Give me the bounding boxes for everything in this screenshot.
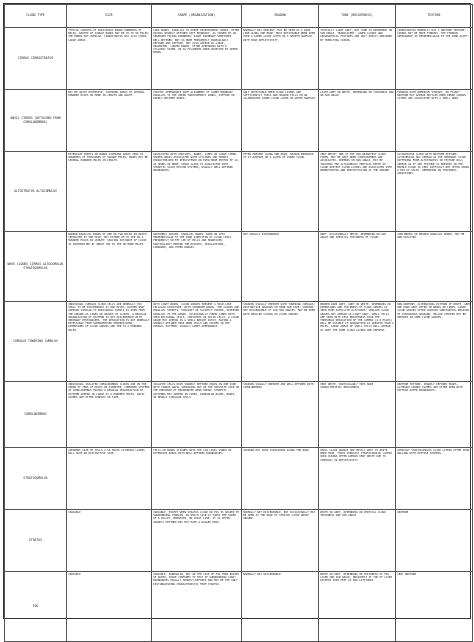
cell-size: EXTENSIVE SHEETS OR BANDS COVERING AREAS TENS TO HUNDREDS OF THOUSANDS OF SQUARE MILES; BANDS MAY BE SEVERAL HUNDRED MILES IN LENGTH. (67, 152, 152, 232)
table-row (5, 28, 473, 90)
table-row (5, 302, 473, 382)
cell-shape: ISOLATED CELLS HAVE SHARPLY DEFINED EDGES ON ONE SIDE WITH CIRRUS ANVIL SPREADING OUT ON THE OPPOSITE SIDE IN THE PRESENCE OF PRONOUNCED WIND SHEAR; SYNOPTIC PATTERNS MAY APPEAR IN LINES, IRREGULAR BLOBS, BANDS, OR NEARLY CIRCULAR CELLS. (152, 382, 242, 448)
cell-tone: SMALL CLOUD GROUPS ARE MOSTLY GREY TO WHITE WHEN HIGH. THICK OVERCAST STRATOCUMULUS LAYERS OVER OCEANS OFTEN APPEAR VERY WHITE DUE TO CONTRAST IN REFLECTIVITY. (319, 448, 396, 510)
cell-texture: ALTOSTRATUS CLOUD WITH UNIFORM TEXTURE. ALTOCUMULUS MAY APPEAR AS THE DOMINANT CLOUD DIFFERING FROM ALTOSTRATUS IN TEXTURE WILL APPEAR AS IF ANY TEXTURE IS PRESENT IN THE MIDDLE CLOUD IS VERY DIFFICULT BUT OFTEN SHOWS A MOT OF SOLID. DEPENDING ON THICKNESS VARIATIONS. (396, 152, 473, 232)
cell-shadow: ONLY DETECTABLE WHEN CLOUD LAYERS ARE SUFFICIENTLY THICK AND SHADOW FALLS ON AN ILLUMINATED LOWER CLOUD LAYER OR WATER SURFACE. (242, 90, 319, 152)
header-tone: TONE (BRIGHTNESS) (319, 5, 396, 28)
cell-cloud-type: ANVIL CIRRUS (DETACHED FROM CUMULONIMBUS) (5, 90, 67, 152)
cell-cloud-type: STRATUS (5, 510, 67, 572)
cell-shadow: SHADOWS USUALLY PRESENT WITH TOWERING CUMULUS; DISTINCTIVE SHADOWS ON DOWN SUN SIDE; SHADOWS NOT DISCERNIBLE AT LOW SUN ANGLES. MAY BE SEEN WITH SMALLER CLOUDS OR CLOUD GROUPS. (242, 302, 319, 382)
cell-size: VARIABLE (67, 572, 152, 642)
header-size: SIZE (67, 5, 152, 28)
cell-cloud-type: FOG (5, 572, 67, 642)
cell-cloud-type: ALTOSTRATUS ALTOCUMULUS (5, 152, 67, 232)
cloud-type-table-page (3, 3, 471, 619)
cell-size: VARIABLE (67, 510, 152, 572)
cell-size: INDIVIDUAL ISOLATED CUMULONIMBUS CLOUDS ARE ON THE ORDER OF TENS OF MILES IN DIAMETER; COMBINED SYSTEMS OF CUMULONIMBUS HAVING A REGULAR ORGANIZATION OF PATTERN APPEAR IN LARGE AS A HUNDRED MILES; ANVIL PLUMES ARE OFTEN COMPLEX IN SIZE. (67, 382, 152, 448)
table-row (5, 448, 473, 510)
cell-tone: BROKEN DARK GREY, GREY OR WHITE, DEPENDING ON DIMENSIONS AND THICKNESS OF CLOUD GROUPS AS SEEN FROM SATELLITE ALTITUDES; SMALLER CLOUD GROUPS MAY APPEAR AS LIGHT GREY. SMALL CELLS ARE SEEN WITH LESS BRIGHTNESS THAN THE THRESHOLD RESOLUTION OF THE CAMERA (2.0 MILES) WILL BE VISIBLE IF SEPARATION IS GREATER THAN 2 MILES. LARGE AREAS OF SMALL CELLS WILL APPEAR AS GREY THE SAME CLOUD LAYERS ARE PRESENT. (319, 302, 396, 382)
cell-texture: FIBROUS WITH NUMEROUS STREAKS, OR FAIRLY UNIFORM MAY APPEAR MOTTLED WHEN DENSE CIRRUS LAYERS ARE ASSOCIATED WITH A SMALL AREA. (396, 90, 473, 152)
cell-shape: CHAOTIC APPEARANCE WITH ALIGNMENT OF LOWER BOUNDARY PARALLEL TO THE UPPER TROPOSPHERIC WINDS, DIFFUSE OR POORLY-DEFINED EDGES. (152, 90, 242, 152)
cell-tone: LIGHT GREY OR WHITE, DEPENDING ON THICKNESS AND ON SUN ANGLE. (319, 90, 396, 152)
cell-shadow: SHADOWS MAY SHOW STRIATIONS ALONG THE WIND. (242, 448, 319, 510)
header-texture: TEXTURE (396, 5, 473, 28)
cell-tone: VERY WHITE; ONE OF THE TWO BRIGHTEST CLOUD FORMS. MAY BE GREY WHEN CUMULONIMBUS ARE ASSOCIATED. DEPENDS ON SUN ANGLE. MAY BE TOUCHING THE ALTOCUMULUS VERTICAL DEPTH OF CLOUD WHITEST CLOUD LAYERS ARE ASSOCIATED WITH NIMBOSTRATUS AND PRECIPITATION AT THE GROUND. (319, 152, 396, 232)
cell-shape: LONG BANDS, PARALLEL TO UPPER TROPOSPHERIC WINDS; OFTEN HAVING SHARPLY DEFINED LEFT BOUNDARY, AS VIEWED BY AN OBSERVER FACING DOWNWIND; RIGHT BOUNDARY SOMETIMES WELL-DEFINED, BUT IS MORE FREQUENTLY IRREGULARLY DEFINED AND DIFFUSE. MAY ALSO APPEAR AS LARGE, ORGANIZED, CURVED BANDS, OFTEN APPEARING WITH A CYCLONIC STORM, OR AS FILAMENTS WHEN ADVECTED BY UPPER WINDS. (152, 28, 242, 90)
cell-texture: UNIFORM TEXTURE, SHARPLY DEFINED EDGES, ALTHOUGH CIRRUS PLUMES ARE OFTEN SEEN WITH DIFFUSE OUTER BOUNDARIES. (396, 382, 473, 448)
table-row (5, 152, 473, 232)
cell-tone: WHITE OR GREY, DEPENDING ON THICKNESS OF FOG LAYER AND SUN ANGLE, BRIGHTEST IF TOP OF LAYER EXCEEDS 3000 FEET AT MID-LATITUDES. (319, 572, 396, 642)
table-row (5, 382, 473, 448)
cell-cloud-type: WAVE CLOUDS CIRRUS ALTOCUMULUS STRATOCUMULUS (5, 232, 67, 302)
header-row (5, 5, 473, 28)
cell-shape: VARIABLE, IRREGULAR, BUT IN THE CASE OF FOG OVER BODIES OF WATER, SHAPE CONFORMS TO THAT OF SURROUNDING LAND; BOUNDARIES USUALLY SHARPLY-DEFINED AND MAY BE THE ONLY DISTINGUISHING CHARACTERISTIC FROM STRATUS. (152, 572, 242, 642)
table-row (5, 510, 473, 572)
cell-texture: NON-UNIFORM, ALTERNATING PATTERN OF WHITE, GREY AND DARK GREY OFTEN IN BANDS OR LINES. LARGE CLOUD GROUPS OFTEN CONTAIN SUBSTANTIAL REGIONS OF CONTINUOUS SHADING; HOLLOW CENTERS MAY BE PRESENT IN SOME CLOUD GROUPS. (396, 302, 473, 382)
cell-cloud-type: CIRRUS CIRROSTRATUS (5, 28, 67, 90)
cell-tone: WHITE OR GREY, DEPENDING ON VERTICAL CLOUD THICKNESS AND SUN ANGLE. (319, 510, 396, 572)
cell-shadow: NORMALLY NOT DISCERNIBLE, BUT OCCASIONALLY MAY BE SEEN AT THE EDGE OF STRATUS LAYER ABOVE GROUND. (242, 510, 319, 572)
cloud-type-table (4, 4, 473, 642)
cell-texture: OVERCAST STRATOCUMULUS CLOUD LAYERS OFTEN SHOW ROLLING WITH DIFFUSE CENTERS. (396, 448, 473, 510)
cell-size: APPARENT SIZE OF CELLS 2-50 MILES ALTHOUGH LAYERS WILL HAVE NO DISTINCTIVE SIZE. (67, 448, 152, 510)
cell-tone: VERY WHITE, PARTICULARLY TOPS MADE CHARACTERISTIC BRIGHTNESS. (319, 382, 396, 448)
cell-texture: CIRROSTRATUS NORMALLY HAS A UNIFORM TEXTURE; CIRRUS MAY BE MORE FIBROUS. THE FIBROUS APPEARANCE IS PERPENDICULAR TO THE WIND ALOFT. (396, 28, 473, 90)
table-row (5, 232, 473, 302)
cell-size: INDIVIDUAL CUMULUS CLOUD CELLS ARE NORMALLY TOO SMALL TO BE DISCERNIBLE AT 800 MILES. RATHER WHAT APPEARS SIMILAR TO INDIVIDUAL CUMULI IS SEEN FROM THE GROUND AS LINES OR GROUPS OF CLOUDS. A REGULAR ORGANIZATION OF PATTERN IS NOT DISCERNIBLE WITH ORDINARY PHOTOGRAPHS. THE RESOLUTION IS NOT NORMALLY DETECTABLE FROM SUPERIMPOSED OBSERVATIONS; DIMENSIONS OF CLOUD GROUPS ARE TEN TO A HUNDRED MILES. (67, 302, 152, 382)
cell-shadow: SHADOWS USUALLY PRESENT AND WELL-DEFINED WITH CUMULONIMBUS (242, 382, 319, 448)
cell-texture: VERY UNIFORM (396, 572, 473, 642)
cell-shadow: NOT USUALLY DISCERNIBLE (242, 232, 319, 302)
cell-size: NARROW PARALLEL BANDS OF ONE OR TWO MILES IN WIDTH, SEPARATED BY ONE MILE; MAY EXTEND UP TO TEN OR A HUNDRED MILES IN LENGTH; SPACING DISTANCE OF CLOUD IS INTERSECTED BY ABOUT TWO TO TEN OR MORE MILES. (67, 232, 152, 302)
cell-shadow: NORMALLY NOT DISCERNIBLE. (242, 572, 319, 642)
cell-cloud-type: CUMULONIMBUS (5, 382, 67, 448)
cell-shape: VARIABLE, EXCEPT WHEN STRATUS CLOUD OR FOG IS SHAPED BY SURROUNDING TERRAIN, IN WHICH CASE IT TAKES THE SHAPE OF A VALLEY, MOUNTAIN, OR COAST LINE. IT IS OFTEN SHARPLY DEFINED BUT MAY HAVE A RAGGED EDGE. (152, 510, 242, 572)
header-shadow: SHADOW (242, 5, 319, 28)
cell-size: MAY BE QUITE EXTENSIVE, COVERING AREAS OF SEVERAL HUNDRED MILES OR MORE IN LENGTH AND WIDTH. (67, 90, 152, 152)
cell-size: TYPICAL LENGTHS OF INDIVIDUAL BANDS HUNDREDS OF MILES, WIDTHS OF SINGLE BANDS MAY BE 25 TO 50 MILES; THE BANDS MAY OVERLAP. CIRROSTRATUS MAY ALSO COVER LARGE AREAS. (67, 28, 152, 90)
cell-shape: CELLS OR BANDS ALIGNED WITH THE LOW LEVEL WINDS OR EXTENSIVE AREAS WITH WELL-DEFINED BOUNDARIES. (152, 448, 242, 510)
cell-shape: ASSOCIATED WITH VORTICES, BANDS, LINES OR LARGE COMMA-SHAPED AREAS ASSOCIATED WITH CYCLONES AND FRONTS CHARACTERIZED BY PERSISTENCE ON EVEN MORE PHOTOS OF 12-24 HOURS OR MORE; SINCE CLOUD IS ASSOCIATED WITH SYNOPTIC SCALE MOTION SYSTEMS; USUALLY WELL-DEFINED BOUNDARIES. (152, 152, 242, 232)
cell-tone: GREY, OCCASIONALLY WHITE, DEPENDING ON SUN ANGLE AND VERTICAL THICKNESS OF CLOUD. (319, 232, 396, 302)
cell-shadow: NORMALLY NOT PRESENT. MAY BE SEEN AS A DARK LINE ALONG ONE EDGE; MOST NOTICEABLE WHEN SEEN OVER A LOWER CLOUD LAYER OR A SMOOTH SURFACE WITH HIGH REFLECTIVITY. (242, 28, 319, 90)
cell-shape: UNIFORMLY SPACED, PARALLEL BANDS, NINE OR LESS PERPENDICULAR TO THE WIND DIRECTION AT CLOUD LEVEL, FREQUENTLY ON THE LEE OF HILLS AND MOUNTAINS; PARTICULARLY BEHIND THE ROCKIES, APPALACHIANS, LABRADOR, AND OTHER RANGES. (152, 232, 242, 302)
cell-texture: UNIFORM (396, 510, 473, 572)
cell-tone: TYPICALLY LIGHT GREY, BUT TONE IS DEPENDENT ON SUN ANGLE. TRANSLUCENT, LOWER CLOUDS AND GEOGRAPHICAL FEATURES ARE ONLY PARTLY OBSCURED BY OVERLYING CIRRUS. (319, 28, 396, 90)
cell-shape: WITH LIGHT WINDS, CLOUD GROUPS PRESENT A HIGH-LIKE CELLULAR STRUCTURE; WITH STRONGER WINDS, THE CLOUDS ARE PARALLEL STREETS, STRAIGHT OR SLIGHTLY CURVED, ORIENTED PARALLEL TO THE WINDS. OCCASIONALLY FORMS LINES WITH OPEN POLYGONAL CELLS, CRESCENTS OR SOLID CELLS. A CLOUD GROUP MAY APPEAR AS A SMALL BRIGHT PATCH, HAVING A SHARPLY DEFINED EDGE WHEN CELLS ARE PACKED IN THE OVERALL PATTERN; USUALLY LUMPY APPEARANCE. (152, 302, 242, 382)
table-row (5, 572, 473, 642)
cell-cloud-type: STRATOCUMULUS (5, 448, 67, 510)
cell-shadow: OFTEN PRESENT ALONG ONE EDGE; SHADOW ENHANCED IF IT APPEARS ON A LAYER OF LOWER CLOUD. (242, 152, 319, 232)
header-cloud-type: CLOUD TYPE (5, 5, 67, 28)
table-row (5, 90, 473, 152)
cell-cloud-type: CUMULUS TOWERING CUMULUS (5, 302, 67, 382)
cell-texture: CONTINUOUS OR BROKEN PARALLEL BANDS; MAY BE NON-VIOLATED. (396, 232, 473, 302)
header-shape: SHAPE (ORGANIZATION) (152, 5, 242, 28)
